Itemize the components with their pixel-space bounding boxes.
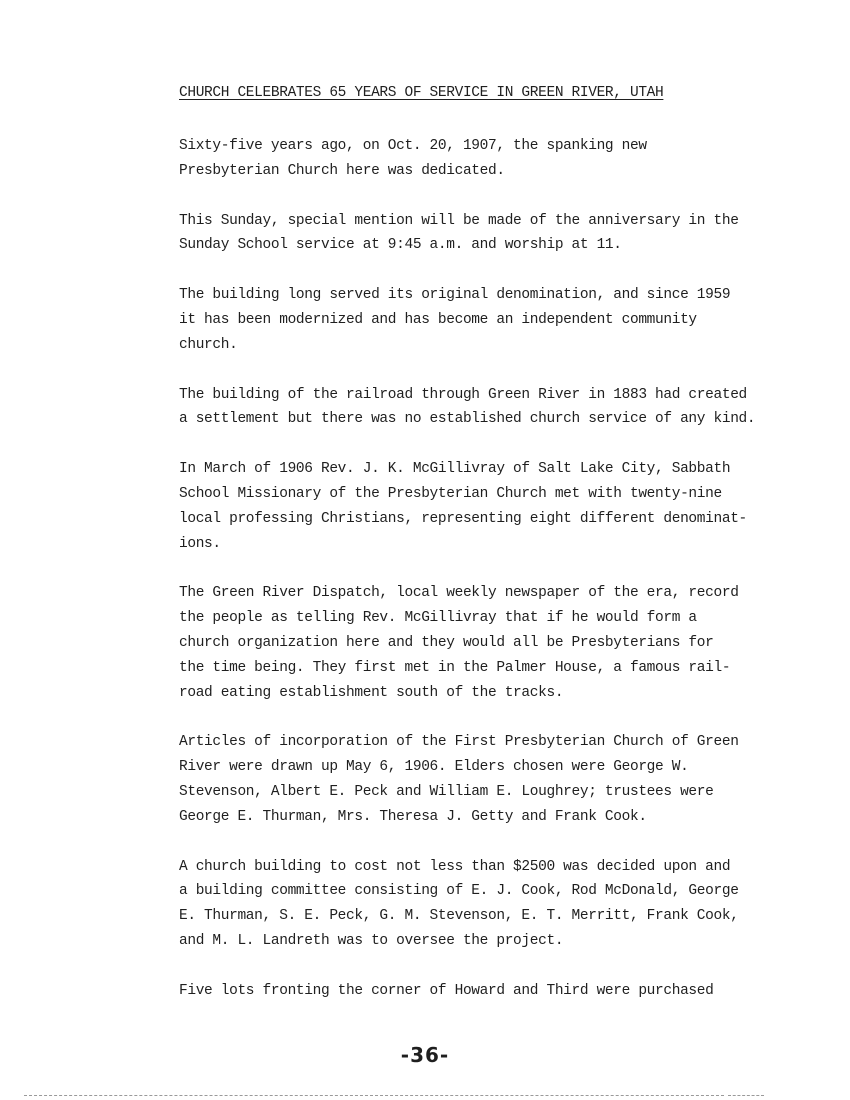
text-line: River were drawn up May 6, 1906. Elders chosen were George W. <box>179 759 689 776</box>
text-line: Articles of incorporation of the First Presbyterian Church of Green <box>179 734 739 751</box>
text-line: ions. <box>179 535 221 552</box>
paragraph <box>179 209 769 259</box>
paragraph <box>179 855 769 954</box>
text-line: Sixty-five years ago, on Oct. 20, 1907, the spanking new <box>179 138 647 154</box>
text-line: the time being. They first met in the Palmer House, a famous rail- <box>179 659 731 676</box>
text-line: a building committee consisting of E. J. Cook, Rod McDonald, George <box>179 883 739 900</box>
text-line: road eating establishment south of the tracks. <box>179 684 564 701</box>
text-line: The building long served its original denomination, and since 1959 <box>179 287 731 304</box>
paragraph <box>179 457 769 556</box>
page-number: -36- <box>400 1043 450 1067</box>
text-line: The Green River Dispatch, local weekly newspaper of the era, record <box>179 585 739 602</box>
text-line: George E. Thurman, Mrs. Theresa J. Getty and Frank Cook. <box>179 808 647 825</box>
text-line: Five lots fronting the corner of Howard and Third were purchased <box>179 982 714 999</box>
footer-divider <box>728 1095 764 1096</box>
text-line: Sunday School service at 9:45 a.m. and worship at 11. <box>179 237 622 254</box>
text-line: local professing Christians, representing eight different denominat- <box>179 510 747 527</box>
paragraph <box>179 979 769 1004</box>
text-line: it has been modernized and has become an independent community <box>179 311 697 328</box>
text-line: church. <box>179 336 238 353</box>
text-line: Presbyterian Church here was dedicated. <box>179 162 505 179</box>
paragraph <box>179 730 769 829</box>
text-line: the people as telling Rev. McGillivray that if he would form a <box>179 610 697 627</box>
paragraph <box>179 383 769 433</box>
paragraph <box>179 581 769 705</box>
text-line: A church building to cost not less than $2500 was decided upon and <box>179 858 731 875</box>
text-line: The building of the railroad through Green River in 1883 had created <box>179 386 747 403</box>
article-body <box>179 134 769 1029</box>
text-line: Stevenson, Albert E. Peck and William E. Loughrey; trustees were <box>179 783 714 800</box>
text-line: This Sunday, special mention will be made of the anniversary in the <box>179 212 739 229</box>
text-line: church organization here and they would all be Presbyterians for <box>179 634 714 651</box>
paragraph <box>179 283 769 357</box>
text-line: In March of 1906 Rev. J. K. McGillivray of Salt Lake City, Sabbath <box>179 461 731 478</box>
text-line: a settlement but there was no established church service of any kind. <box>179 411 756 428</box>
text-line: School Missionary of the Presbyterian Church met with twenty-nine <box>179 485 722 502</box>
text-line: E. Thurman, S. E. Peck, G. M. Stevenson, E. T. Merritt, Frank Cook, <box>179 908 739 925</box>
text-line: and M. L. Landreth was to oversee the project. <box>179 932 564 949</box>
footer-divider <box>24 1095 724 1096</box>
paragraph <box>179 134 769 184</box>
article-title: CHURCH CELEBRATES 65 YEARS OF SERVICE IN GREEN RIVER, UTAH <box>179 85 664 101</box>
